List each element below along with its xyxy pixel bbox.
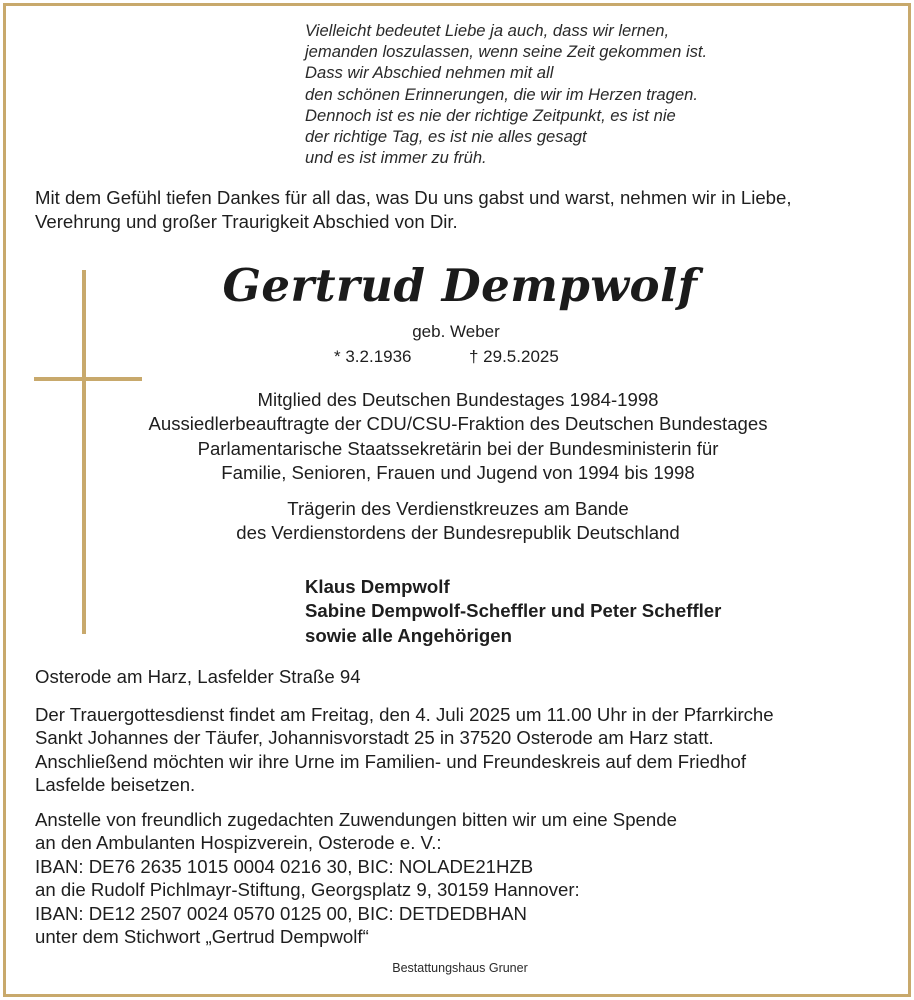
- office-line: Aussiedlerbeauftragte der CDU/CSU-Fraktion des Deutschen Bundestages: [148, 413, 768, 435]
- donation-line: IBAN: DE76 2635 1015 0004 0216 30, BIC: NOLADE21HZB: [35, 855, 534, 877]
- deceased-name: Gertrud Dempwolf: [222, 259, 698, 312]
- service-line: Anschließend möchten wir ihre Urne im Familien- und Freundeskreis auf dem Friedhof: [35, 750, 746, 772]
- donation-line: IBAN: DE12 2507 0024 0570 0125 00, BIC: DETDEDBHAN: [35, 902, 527, 924]
- funeral-service-info: [35, 703, 895, 797]
- birth-date: * 3.2.1936: [334, 347, 412, 366]
- donation-line: Anstelle von freundlich zugedachten Zuwendungen bitten wir um eine Spende: [35, 809, 677, 830]
- death-date: † 29.5.2025: [469, 347, 559, 366]
- poem-line: den schönen Erinnerungen, die wir im Herzen tragen.: [305, 84, 698, 104]
- mourners: [305, 575, 865, 648]
- poem-line: jemanden loszulassen, wenn seine Zeit gekommen ist.: [305, 42, 708, 62]
- poem-line: der richtige Tag, es ist nie alles gesagt: [305, 127, 587, 147]
- poem-line: Dennoch ist es nie der richtige Zeitpunkt, es ist nie: [305, 105, 676, 125]
- office-line: Parlamentarische Staatssekretärin bei der Bundesministerin für: [197, 437, 719, 459]
- donation-line: unter dem Stichwort „Gertrud Dempwolf“: [35, 926, 369, 948]
- life-dates: [334, 346, 594, 368]
- poem-line: Dass wir Abschied nehmen mit all: [305, 63, 554, 83]
- award-line: des Verdienstordens der Bundesrepublik Deutschland: [236, 522, 680, 544]
- birth-name: geb. Weber: [412, 322, 500, 341]
- cross-vertical-bar: [82, 270, 86, 634]
- donation-line: an die Rudolf Pichlmayr-Stiftung, Georgsplatz 9, 30159 Hannover:: [35, 879, 580, 901]
- cross-horizontal-bar: [34, 377, 142, 381]
- mourner-line: sowie alle Angehörigen: [305, 624, 512, 646]
- donation-line: an den Ambulanten Hospizverein, Osterode e. V.:: [35, 832, 442, 854]
- donation-info: [35, 808, 895, 948]
- intro-text: [35, 186, 895, 234]
- offices-held: [90, 388, 826, 486]
- intro-line: Verehrung und großer Traurigkeit Abschied von Dir.: [35, 211, 458, 232]
- family-address: Osterode am Harz, Lasfelder Straße 94: [35, 666, 361, 687]
- award-line: Trägerin des Verdienstkreuzes am Bande: [287, 498, 629, 519]
- poem-line: Vielleicht bedeutet Liebe ja auch, dass wir lernen,: [305, 21, 670, 40]
- poem: [305, 20, 865, 168]
- mourner-line: Sabine Dempwolf-Scheffler und Peter Scheffler: [305, 600, 722, 622]
- service-line: Lasfelde beisetzen.: [35, 774, 196, 796]
- service-line: Sankt Johannes der Täufer, Johannisvorstadt 25 in 37520 Osterode am Harz statt.: [35, 727, 714, 749]
- office-line: Familie, Senioren, Frauen und Jugend von 1994 bis 1998: [221, 462, 695, 484]
- undertaker-credit: Bestattungshaus Gruner: [392, 961, 528, 975]
- intro-line: Mit dem Gefühl tiefen Dankes für all das, was Du uns gabst und warst, nehmen wir in Liebe,: [35, 187, 792, 208]
- office-line: Mitglied des Deutschen Bundestages 1984-1998: [257, 389, 659, 410]
- poem-line: und es ist immer zu früh.: [305, 148, 487, 168]
- service-line: Der Trauergottesdienst findet am Freitag, den 4. Juli 2025 um 11.00 Uhr in der Pfarrkirche: [35, 704, 774, 725]
- award: [90, 497, 826, 546]
- mourner-line: Klaus Dempwolf: [305, 576, 450, 597]
